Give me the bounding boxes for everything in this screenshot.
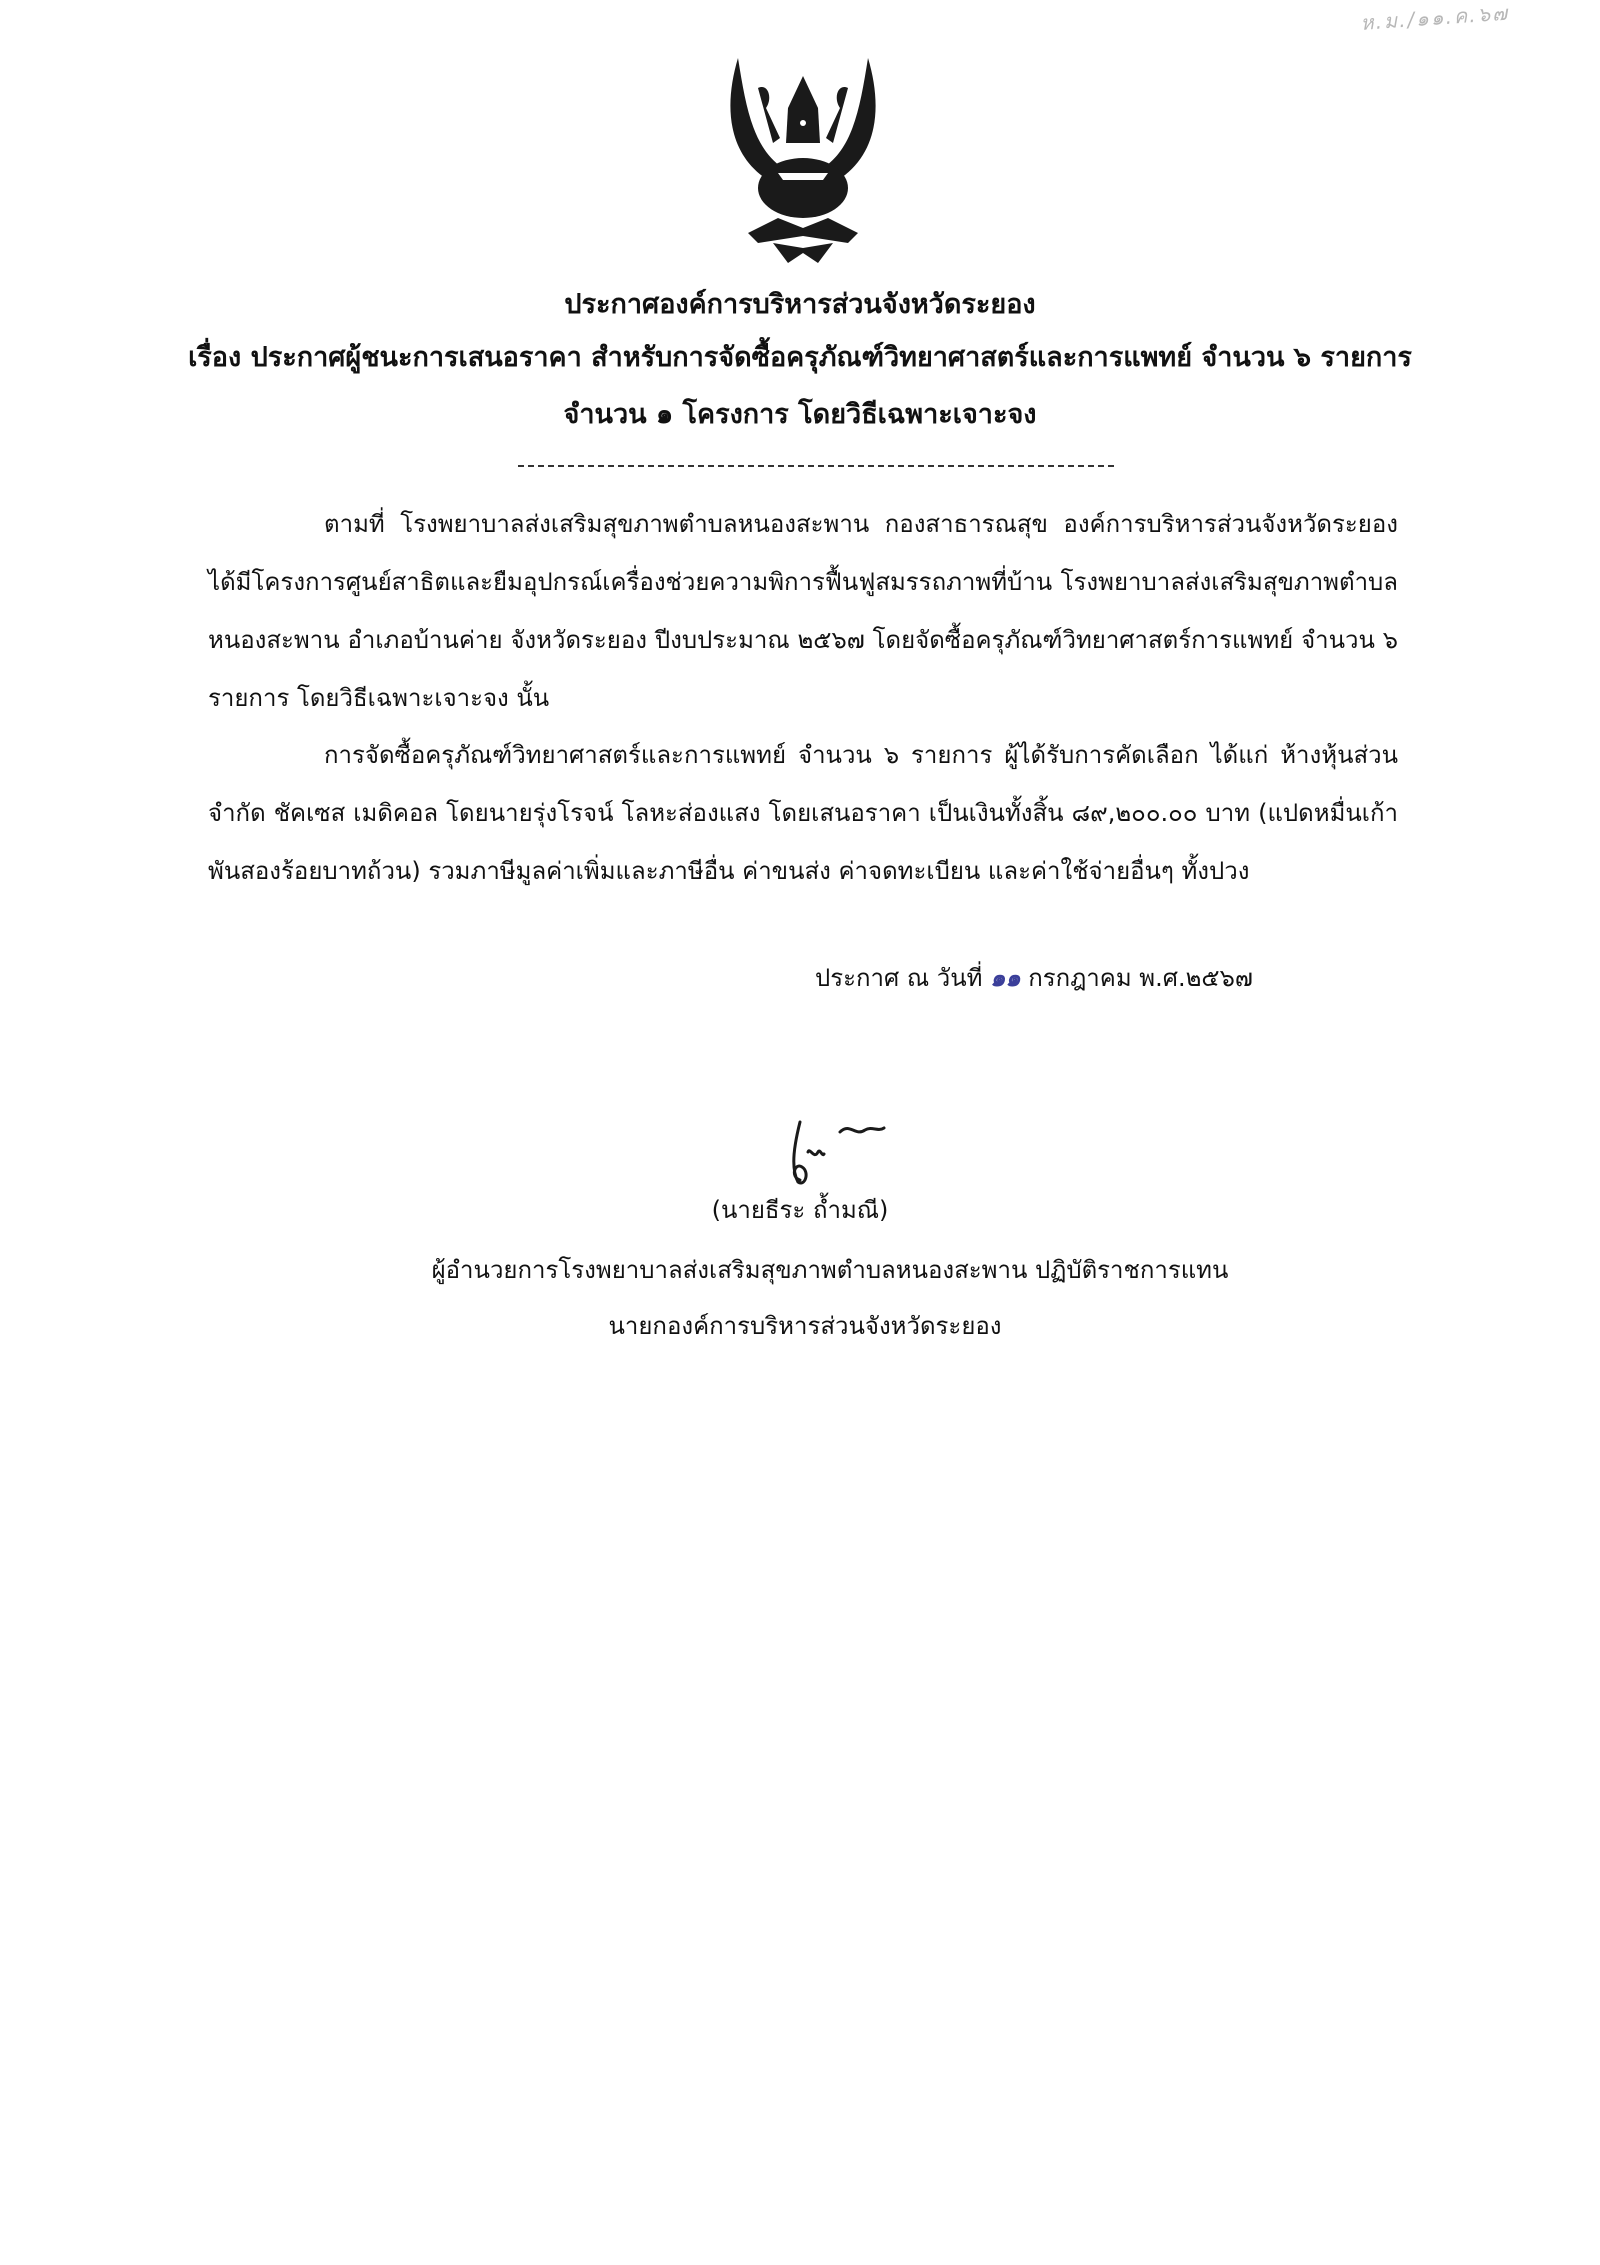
- body-paragraph-2: [208, 726, 1398, 900]
- handwritten-day: ๑๑: [990, 964, 1021, 992]
- body-paragraph-1: [208, 495, 1398, 727]
- handwritten-signature-icon: [780, 1112, 900, 1192]
- dashed-separator: [518, 465, 1114, 467]
- paragraph-1-text: ตามที่ โรงพยาบาลส่งเสริมสุขภาพตำบลหนองสะพาน กองสาธารณสุข องค์การบริหารส่วนจังหวัดระยอง ได้มีโครงการศูนย์สาธิตและยืมอุปกรณ์เครื่องช่วยความพิการฟื้นฟูสมรรถภาพที่บ้าน โรงพยาบาลส่งเสริมสุขภาพตำบลหนองสะพาน อำเภอบ้านค่าย จังหวัดระยอง ปีงบประมาณ ๒๕๖๗ โดยจัดซื้อครุภัณฑ์วิทยาศาสตร์การแพทย์ จำนวน ๖ รายการ โดยวิธีเฉพาะเจาะจง นั้น: [208, 510, 1398, 712]
- announcement-subject-line-2: จำนวน ๑ โครงการ โดยวิธีเฉพาะเจาะจง: [563, 399, 1037, 430]
- handwritten-corner-note: ห.ม./๑๑.ค.๖๗: [1359, 0, 1510, 35]
- date-prefix: ประกาศ ณ วันที่: [815, 964, 983, 992]
- date-month-year: กรกฎาคม พ.ศ.๒๕๖๗: [1028, 964, 1253, 992]
- announcement-date: [815, 958, 1253, 997]
- garuda-emblem-icon: [718, 48, 888, 273]
- signatory-name: (นายธีระ ถ้ำมณี): [711, 1196, 889, 1224]
- announcement-subject: เรื่อง ประกาศผู้ชนะการเสนอราคา สำหรับการจัดซื้อครุภัณฑ์วิทยาศาสตร์และการแพทย์ จำนวน ๖ รายการ: [188, 342, 1412, 373]
- announcement-title: ประกาศองค์การบริหารส่วนจังหวัดระยอง: [564, 289, 1036, 320]
- paragraph-2-text: การจัดซื้อครุภัณฑ์วิทยาศาสตร์และการแพทย์ จำนวน ๖ รายการ ผู้ได้รับการคัดเลือก ได้แก่ ห้างหุ้นส่วนจำกัด ชัคเซส เมดิคอล โดยนายรุ่งโรจน์ โลหะส่องแสง โดยเสนอราคา เป็นเงินทั้งสิ้น ๘๙,๒๐๐.๐๐ บาท (แปดหมื่นเก้าพันสองร้อยบาทถ้วน) รวมภาษีมูลค่าเพิ่มและภาษีอื่น ค่าขนส่ง ค่าจดทะเบียน และค่าใช้จ่ายอื่นๆ ทั้งปวง: [208, 741, 1399, 885]
- signatory-position: ผู้อำนวยการโรงพยาบาลส่งเสริมสุขภาพตำบลหนองสะพาน ปฏิบัติราชการแทน: [431, 1256, 1229, 1284]
- signatory-position-line-2: นายกองค์การบริหารส่วนจังหวัดระยอง: [608, 1312, 1002, 1340]
